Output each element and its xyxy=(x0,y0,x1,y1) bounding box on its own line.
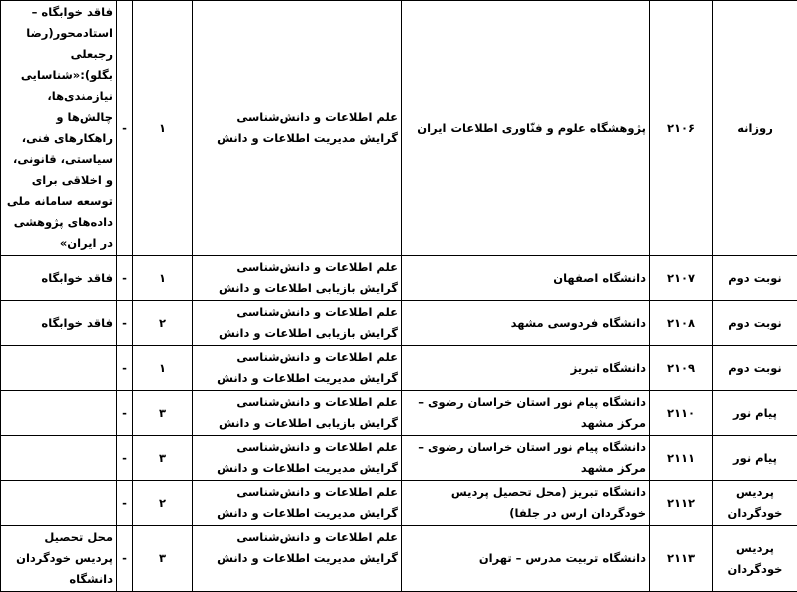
university-cell: دانشگاه اصفهان xyxy=(402,256,650,301)
table-row xyxy=(1,256,797,301)
code-cell: ۲۱۱۲ xyxy=(650,481,713,526)
university-cell: دانشگاه تربیت مدرس – تهران xyxy=(402,526,650,592)
dash-cell: - xyxy=(117,346,133,391)
program-type-cell: پیام نور xyxy=(713,436,797,481)
university-cell: دانشگاه تبریز (محل تحصیل پردیس خودگردان ارس در جلفا) xyxy=(402,481,650,526)
dash-cell: - xyxy=(117,526,133,592)
university-cell: پژوهشگاه علوم و فنّاوری اطلاعات ایران xyxy=(402,1,650,256)
code-cell: ۲۱۱۳ xyxy=(650,526,713,592)
capacity-cell: ۳ xyxy=(133,436,193,481)
note-cell xyxy=(1,481,117,526)
capacity-cell: ۳ xyxy=(133,526,193,592)
capacity-cell: ۲ xyxy=(133,481,193,526)
university-cell: دانشگاه تبریز xyxy=(402,346,650,391)
field-cell: علم اطلاعات و دانش‌شناسی گرایش بازیابی اطلاعات و دانش xyxy=(193,256,402,301)
field-cell: علم اطلاعات و دانش‌شناسی گرایش مدیریت اطلاعات و دانش xyxy=(193,481,402,526)
table-row xyxy=(1,391,797,436)
code-cell: ۲۱۱۱ xyxy=(650,436,713,481)
code-cell: ۲۱۱۰ xyxy=(650,391,713,436)
capacity-cell: ۱ xyxy=(133,346,193,391)
university-cell: دانشگاه پیام نور استان خراسان رضوی – مرکز مشهد xyxy=(402,436,650,481)
capacity-cell: ۱ xyxy=(133,1,193,256)
code-cell: ۲۱۰۸ xyxy=(650,301,713,346)
code-cell: ۲۱۰۷ xyxy=(650,256,713,301)
table-row xyxy=(1,481,797,526)
university-cell: دانشگاه فردوسی مشهد xyxy=(402,301,650,346)
program-type-cell: پیام نور xyxy=(713,391,797,436)
capacity-cell: ۱ xyxy=(133,256,193,301)
dash-cell: - xyxy=(117,256,133,301)
table-row xyxy=(1,526,797,592)
note-cell xyxy=(1,391,117,436)
capacity-cell: ۳ xyxy=(133,391,193,436)
university-cell: دانشگاه پیام نور استان خراسان رضوی – مرکز مشهد xyxy=(402,391,650,436)
program-type-cell: پردیس خودگردان xyxy=(713,481,797,526)
code-cell: ۲۱۰۶ xyxy=(650,1,713,256)
table-row xyxy=(1,346,797,391)
note-cell: فاقد خوابگاه xyxy=(1,256,117,301)
dash-cell: - xyxy=(117,391,133,436)
code-cell: ۲۱۰۹ xyxy=(650,346,713,391)
table-row xyxy=(1,301,797,346)
table-row xyxy=(1,436,797,481)
program-type-cell: نوبت دوم xyxy=(713,346,797,391)
program-type-cell: نوبت دوم xyxy=(713,301,797,346)
field-cell: علم اطلاعات و دانش‌شناسی گرایش مدیریت اطلاعات و دانش xyxy=(193,1,402,256)
field-cell: علم اطلاعات و دانش‌شناسی گرایش مدیریت اطلاعات و دانش xyxy=(193,346,402,391)
field-cell: علم اطلاعات و دانش‌شناسی گرایش بازیابی اطلاعات و دانش xyxy=(193,391,402,436)
field-cell: علم اطلاعات و دانش‌شناسی گرایش مدیریت اطلاعات و دانش xyxy=(193,436,402,481)
program-type-cell: نوبت دوم xyxy=(713,256,797,301)
capacity-cell: ۲ xyxy=(133,301,193,346)
program-type-cell: پردیس خودگردان xyxy=(713,526,797,592)
program-type-cell: روزانه xyxy=(713,1,797,256)
dash-cell: - xyxy=(117,436,133,481)
note-cell: فاقد خوابگاه – استادمحور(رضا رجبعلی بگلو):«شناسایی نیازمندی‌ها، چالش‌ها و راهکارهای فنی، سیاستی، قانونی، و اخلاقی برای توسعه سامانه ملی داده‌های پژوهشی در ایران» xyxy=(1,1,117,256)
dash-cell: - xyxy=(117,301,133,346)
note-cell xyxy=(1,436,117,481)
dash-cell: - xyxy=(117,481,133,526)
note-cell xyxy=(1,346,117,391)
field-cell: علم اطلاعات و دانش‌شناسی گرایش بازیابی اطلاعات و دانش xyxy=(193,301,402,346)
note-cell: محل تحصیل پردیس خودگردان دانشگاه xyxy=(1,526,117,592)
field-cell: علم اطلاعات و دانش‌شناسی گرایش مدیریت اطلاعات و دانش xyxy=(193,526,402,592)
table-row xyxy=(1,1,797,256)
dash-cell: - xyxy=(117,1,133,256)
note-cell: فاقد خوابگاه xyxy=(1,301,117,346)
